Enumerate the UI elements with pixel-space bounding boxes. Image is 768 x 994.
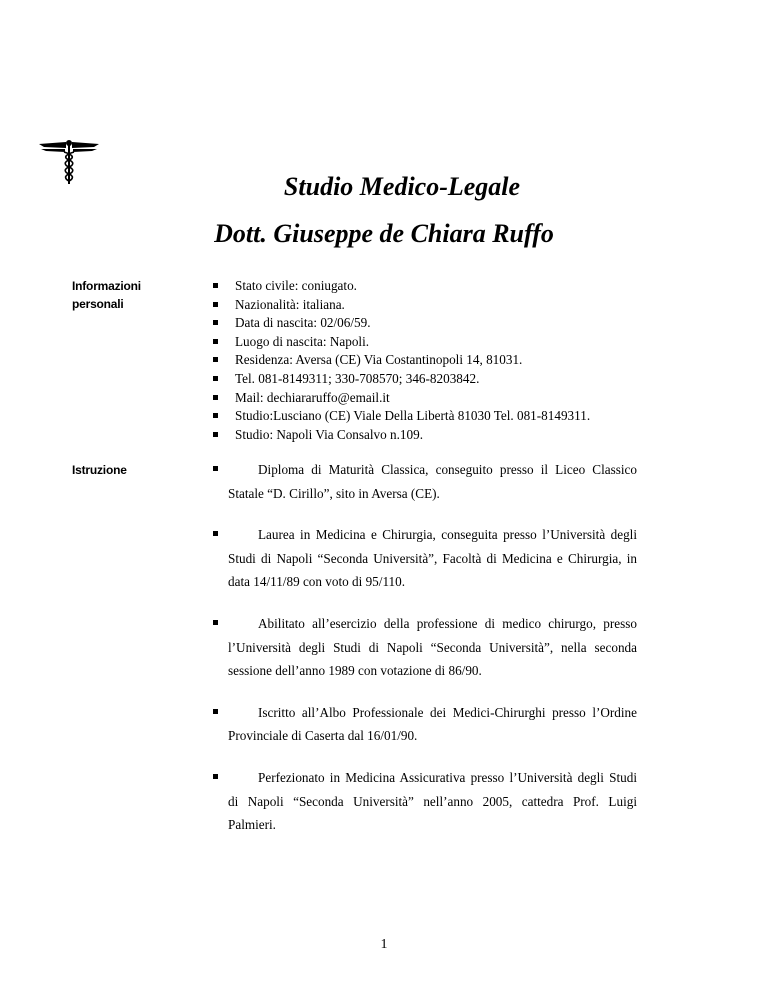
list-item (213, 458, 637, 505)
list-item-text: Diploma di Maturità Classica, conseguito presso il Liceo Classico Statale “D. Cirillo”, sito in Aversa (CE). (228, 462, 637, 501)
page-title: Studio Medico-Legale (283, 172, 521, 201)
list-item: Studio: Napoli Via Consalvo n.109. (213, 426, 590, 445)
list-item: Nazionalità: italiana. (213, 296, 590, 315)
list-item: Residenza: Aversa (CE) Via Costantinopoli 14, 81031. (213, 351, 590, 370)
education-list (213, 458, 637, 855)
list-item-text: Perfezionato in Medicina Assicurativa presso l’Università degli Studi di Napoli “Seconda Università” nell’anno 2005, cattedra Prof. Luigi Palmieri. (228, 769, 637, 833)
list-item-text: Laurea in Medicina e Chirurgia, conseguita presso l’Università degli Studi di Napoli “Seconda Università”, Facoltà di Medicina e Chirurgia, in data 14/11/89 con voto di 95/110. (228, 527, 637, 590)
list-item-text: Iscritto all’Albo Professionale dei Medici-Chirurghi presso l’Ordine Provinciale di Caserta dal 16/01/90. (228, 704, 637, 744)
list-item: Mail: dechiararuffo@email.it (213, 389, 590, 408)
page-subtitle: Dott. Giuseppe de Chiara Ruffo (214, 219, 554, 248)
list-item-text: Abilitato all’esercizio della professione di medico chirurgo, presso l’Università degli Studi di Napoli “Seconda Università”, nella seconda sessione dell’anno 1989 con votazione di 86/90. (228, 615, 637, 679)
personal-info-list (213, 277, 590, 444)
page-number: 1 (380, 937, 388, 952)
section-label-education: Istruzione (72, 463, 127, 477)
list-item (213, 701, 637, 748)
list-item (213, 612, 637, 683)
list-item (213, 523, 637, 594)
list-item: Luogo di nascita: Napoli. (213, 333, 590, 352)
section-label-personal: Informazioni personali (72, 279, 141, 311)
list-item: Data di nascita: 02/06/59. (213, 314, 590, 333)
list-item: Stato civile: coniugato. (213, 277, 590, 296)
list-item (213, 766, 637, 837)
list-item: Tel. 081-8149311; 330-708570; 346-8203842. (213, 370, 590, 389)
list-item: Studio:Lusciano (CE) Viale Della Libertà 81030 Tel. 081-8149311. (213, 407, 590, 426)
